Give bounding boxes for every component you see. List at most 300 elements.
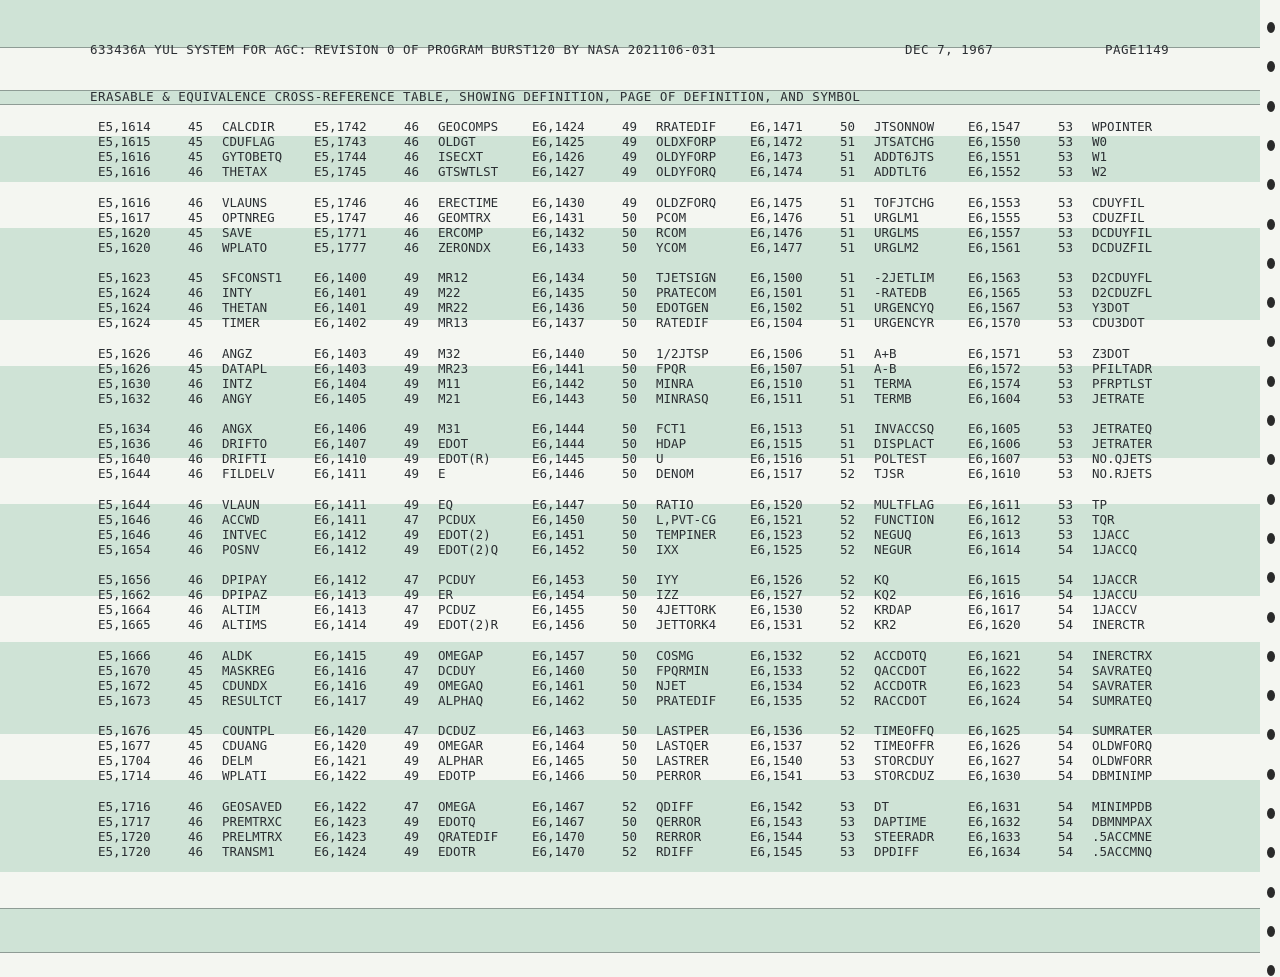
xref-symbol: SAVRATEQ (1092, 663, 1153, 678)
xref-page: 50 (622, 693, 638, 708)
xref-symbol: PFRPTLST (1092, 376, 1153, 391)
xref-definition: E6,1401 (314, 300, 367, 315)
xref-symbol: NO.RJETS (1092, 466, 1153, 481)
xref-page: 50 (622, 300, 638, 315)
xref-definition: E5,1717 (98, 814, 151, 829)
xref-page: 53 (1058, 195, 1074, 210)
xref-definition: E6,1537 (750, 738, 803, 753)
xref-definition: E6,1400 (314, 270, 367, 285)
feed-hole (1267, 376, 1275, 387)
xref-symbol: RERROR (656, 829, 702, 844)
xref-page: 46 (188, 451, 204, 466)
xref-definition: E5,1704 (98, 753, 151, 768)
xref-page: 52 (840, 512, 856, 527)
xref-symbol: IZZ (656, 587, 679, 602)
xref-definition: E6,1402 (314, 315, 367, 330)
xref-page: 51 (840, 436, 856, 451)
xref-symbol: DPDIFF (874, 844, 920, 859)
xref-definition: E6,1627 (968, 753, 1021, 768)
xref-symbol: NO.QJETS (1092, 451, 1153, 466)
feed-hole (1267, 415, 1275, 426)
xref-definition: E6,1504 (750, 315, 803, 330)
xref-page: 49 (404, 678, 420, 693)
xref-definition: E5,1615 (98, 134, 151, 149)
xref-symbol: EDOTR (438, 844, 476, 859)
xref-symbol: EDOT(R) (438, 451, 491, 466)
xref-definition: E6,1612 (968, 512, 1021, 527)
xref-definition: E6,1500 (750, 270, 803, 285)
xref-page: 54 (1058, 663, 1074, 678)
xref-page: 50 (622, 391, 638, 406)
feed-hole (1267, 926, 1275, 937)
xref-definition: E6,1405 (314, 391, 367, 406)
xref-definition: E6,1517 (750, 466, 803, 481)
xref-definition: E6,1540 (750, 753, 803, 768)
feed-hole (1267, 219, 1275, 230)
xref-page: 54 (1058, 753, 1074, 768)
xref-definition: E6,1464 (532, 738, 585, 753)
xref-symbol: JTSONNOW (874, 119, 935, 134)
xref-page: 52 (840, 617, 856, 632)
xref-page: 52 (840, 527, 856, 542)
xref-symbol: PCDUZ (438, 602, 476, 617)
xref-symbol: INERCTRX (1092, 648, 1153, 663)
xref-symbol: QERROR (656, 814, 702, 829)
xref-symbol: WPOINTER (1092, 119, 1153, 134)
xref-page: 45 (188, 149, 204, 164)
xref-definition: E6,1427 (532, 164, 585, 179)
xref-page: 52 (840, 587, 856, 602)
xref-page: 46 (404, 119, 420, 134)
xref-definition: E6,1511 (750, 391, 803, 406)
feed-hole (1267, 101, 1275, 112)
xref-symbol: M32 (438, 346, 461, 361)
xref-page: 51 (840, 285, 856, 300)
xref-definition: E6,1433 (532, 240, 585, 255)
xref-symbol: DATAPL (222, 361, 268, 376)
xref-definition: E6,1406 (314, 421, 367, 436)
xref-page: 46 (404, 195, 420, 210)
xref-definition: E6,1536 (750, 723, 803, 738)
xref-symbol: MINIMPDB (1092, 799, 1153, 814)
xref-definition: E6,1423 (314, 814, 367, 829)
xref-definition: E5,1644 (98, 466, 151, 481)
xref-definition: E6,1571 (968, 346, 1021, 361)
xref-page: 54 (1058, 738, 1074, 753)
xref-page: 49 (404, 814, 420, 829)
xref-symbol: COSMG (656, 648, 694, 663)
xref-symbol: EDOT(2) (438, 527, 491, 542)
xref-page: 50 (622, 648, 638, 663)
xref-symbol: ALTIM (222, 602, 260, 617)
xref-page: 52 (840, 693, 856, 708)
xref-page: 50 (622, 542, 638, 557)
xref-page: 49 (404, 315, 420, 330)
xref-page: 51 (840, 195, 856, 210)
xref-definition: E5,1644 (98, 497, 151, 512)
xref-symbol: 4JETTORK (656, 602, 717, 617)
xref-symbol: JETTORK4 (656, 617, 717, 632)
xref-symbol: CDUZFIL (1092, 210, 1145, 225)
feed-hole (1267, 769, 1275, 780)
xref-definition: E5,1744 (314, 149, 367, 164)
xref-definition: E5,1662 (98, 587, 151, 602)
xref-symbol: JETRATER (1092, 436, 1153, 451)
xref-page: 52 (840, 723, 856, 738)
xref-symbol: DISPLACT (874, 436, 935, 451)
xref-definition: E6,1561 (968, 240, 1021, 255)
xref-symbol: YCOM (656, 240, 687, 255)
xref-definition: E6,1444 (532, 421, 585, 436)
xref-definition: E5,1630 (98, 376, 151, 391)
xref-symbol: ER (438, 587, 454, 602)
feed-hole (1267, 690, 1275, 701)
xref-definition: E6,1622 (968, 663, 1021, 678)
xref-symbol: EDOT(2)R (438, 617, 499, 632)
xref-page: 54 (1058, 799, 1074, 814)
xref-definition: E6,1606 (968, 436, 1021, 451)
xref-definition: E6,1563 (968, 270, 1021, 285)
feed-hole (1267, 808, 1275, 819)
xref-definition: E6,1443 (532, 391, 585, 406)
xref-page: 52 (840, 542, 856, 557)
xref-definition: E6,1620 (968, 617, 1021, 632)
xref-symbol: VLAUN (222, 497, 260, 512)
xref-page: 53 (1058, 497, 1074, 512)
xref-symbol: D2CDUZFL (1092, 285, 1153, 300)
xref-page: 54 (1058, 587, 1074, 602)
xref-definition: E6,1411 (314, 466, 367, 481)
xref-page: 53 (1058, 315, 1074, 330)
table-title: ERASABLE & EQUIVALENCE CROSS-REFERENCE TABLE, SHOWING DEFINITION, PAGE OF DEFINITION, AND SYMBOL (90, 89, 861, 104)
xref-symbol: OMEGAQ (438, 678, 484, 693)
xref-page: 53 (1058, 225, 1074, 240)
xref-page: 49 (404, 829, 420, 844)
xref-symbol: INTY (222, 285, 253, 300)
xref-page: 49 (404, 693, 420, 708)
xref-symbol: TP (1092, 497, 1108, 512)
xref-page: 52 (840, 602, 856, 617)
xref-symbol: FPQR (656, 361, 687, 376)
xref-symbol: PERROR (656, 768, 702, 783)
xref-symbol: GEOCOMPS (438, 119, 499, 134)
xref-page: 53 (840, 829, 856, 844)
xref-page: 46 (404, 240, 420, 255)
xref-definition: E6,1414 (314, 617, 367, 632)
xref-definition: E5,1624 (98, 315, 151, 330)
green-stripe (0, 0, 1260, 47)
xref-page: 46 (188, 814, 204, 829)
xref-page: 50 (622, 512, 638, 527)
xref-definition: E6,1463 (532, 723, 585, 738)
xref-definition: E6,1506 (750, 346, 803, 361)
xref-symbol: ALPHAQ (438, 693, 484, 708)
xref-page: 49 (404, 768, 420, 783)
xref-page: 45 (188, 678, 204, 693)
xref-page: 51 (840, 134, 856, 149)
xref-page: 46 (188, 421, 204, 436)
xref-page: 53 (1058, 240, 1074, 255)
xref-symbol: EDOTGEN (656, 300, 709, 315)
xref-symbol: 1JACCU (1092, 587, 1138, 602)
xref-definition: E6,1475 (750, 195, 803, 210)
xref-symbol: TJETSIGN (656, 270, 717, 285)
xref-symbol: WPLATO (222, 240, 268, 255)
xref-symbol: TERMA (874, 376, 912, 391)
xref-page: 54 (1058, 617, 1074, 632)
xref-page: 49 (404, 527, 420, 542)
xref-definition: E6,1510 (750, 376, 803, 391)
xref-page: 50 (622, 376, 638, 391)
xref-symbol: W0 (1092, 134, 1108, 149)
xref-symbol: IYY (656, 572, 679, 587)
xref-definition: E5,1666 (98, 648, 151, 663)
xref-symbol: DELM (222, 753, 253, 768)
xref-symbol: VLAUNS (222, 195, 268, 210)
xref-page: 50 (622, 753, 638, 768)
xref-definition: E6,1545 (750, 844, 803, 859)
xref-definition: E6,1535 (750, 693, 803, 708)
xref-definition: E6,1530 (750, 602, 803, 617)
xref-page: 50 (622, 602, 638, 617)
xref-symbol: ANGZ (222, 346, 253, 361)
xref-definition: E6,1526 (750, 572, 803, 587)
xref-symbol: LASTPER (656, 723, 709, 738)
stripe-rule (0, 952, 1260, 953)
xref-symbol: ISECXT (438, 149, 484, 164)
xref-symbol: EDOTP (438, 768, 476, 783)
xref-definition: E6,1501 (750, 285, 803, 300)
xref-definition: E6,1607 (968, 451, 1021, 466)
xref-page: 50 (622, 315, 638, 330)
xref-page: 52 (622, 799, 638, 814)
xref-definition: E6,1605 (968, 421, 1021, 436)
xref-page: 46 (188, 391, 204, 406)
xref-symbol: CDUNDX (222, 678, 268, 693)
xref-page: 52 (840, 466, 856, 481)
xref-definition: E6,1474 (750, 164, 803, 179)
xref-page: 46 (188, 753, 204, 768)
xref-symbol: RATEDIF (656, 315, 709, 330)
xref-page: 50 (622, 497, 638, 512)
xref-symbol: DCDUYFIL (1092, 225, 1153, 240)
xref-page: 53 (840, 753, 856, 768)
xref-definition: E5,1626 (98, 346, 151, 361)
xref-symbol: OLDWFORR (1092, 753, 1153, 768)
xref-symbol: EDOT(2)Q (438, 542, 499, 557)
xref-page: 51 (840, 164, 856, 179)
xref-symbol: EDOTQ (438, 814, 476, 829)
xref-symbol: M11 (438, 376, 461, 391)
xref-symbol: INTZ (222, 376, 253, 391)
xref-definition: E6,1623 (968, 678, 1021, 693)
xref-definition: E6,1413 (314, 587, 367, 602)
xref-page: 51 (840, 225, 856, 240)
feed-hole (1267, 336, 1275, 347)
xref-page: 46 (404, 164, 420, 179)
xref-definition: E6,1412 (314, 572, 367, 587)
xref-definition: E6,1451 (532, 527, 585, 542)
xref-symbol: STEERADR (874, 829, 935, 844)
xref-symbol: NEGUR (874, 542, 912, 557)
xref-page: 47 (404, 663, 420, 678)
xref-definition: E5,1640 (98, 451, 151, 466)
xref-definition: E6,1426 (532, 149, 585, 164)
xref-page: 54 (1058, 723, 1074, 738)
xref-definition: E6,1401 (314, 285, 367, 300)
xref-symbol: U (656, 451, 664, 466)
xref-page: 53 (1058, 512, 1074, 527)
xref-page: 49 (404, 466, 420, 481)
xref-definition: E6,1574 (968, 376, 1021, 391)
xref-page: 46 (188, 285, 204, 300)
xref-page: 52 (840, 572, 856, 587)
xref-definition: E6,1424 (314, 844, 367, 859)
xref-page: 46 (188, 436, 204, 451)
xref-page: 52 (840, 738, 856, 753)
xref-page: 46 (188, 512, 204, 527)
xref-definition: E6,1552 (968, 164, 1021, 179)
xref-symbol: TIMEOFFQ (874, 723, 935, 738)
xref-definition: E6,1507 (750, 361, 803, 376)
xref-definition: E6,1515 (750, 436, 803, 451)
xref-page: 45 (188, 225, 204, 240)
xref-definition: E6,1430 (532, 195, 585, 210)
xref-page: 49 (404, 587, 420, 602)
xref-symbol: ZERONDX (438, 240, 491, 255)
feed-hole (1267, 494, 1275, 505)
xref-page: 49 (622, 149, 638, 164)
xref-definition: E6,1610 (968, 466, 1021, 481)
xref-definition: E5,1716 (98, 799, 151, 814)
xref-symbol: POLTEST (874, 451, 927, 466)
xref-definition: E6,1534 (750, 678, 803, 693)
xref-symbol: GTSWTLST (438, 164, 499, 179)
xref-symbol: URGLMS (874, 225, 920, 240)
xref-symbol: ALDK (222, 648, 253, 663)
xref-symbol: LASTQER (656, 738, 709, 753)
xref-definition: E6,1467 (532, 814, 585, 829)
xref-symbol: DPIPAZ (222, 587, 268, 602)
xref-symbol: DPIPAY (222, 572, 268, 587)
xref-symbol: PREMTRXC (222, 814, 283, 829)
xref-page: 47 (404, 799, 420, 814)
xref-definition: E5,1664 (98, 602, 151, 617)
xref-page: 47 (404, 723, 420, 738)
xref-definition: E6,1413 (314, 602, 367, 617)
xref-page: 49 (404, 617, 420, 632)
xref-definition: E6,1457 (532, 648, 585, 663)
xref-page: 46 (188, 527, 204, 542)
xref-definition: E6,1420 (314, 738, 367, 753)
xref-definition: E6,1614 (968, 542, 1021, 557)
xref-page: 49 (404, 436, 420, 451)
xref-page: 51 (840, 451, 856, 466)
xref-definition: E6,1434 (532, 270, 585, 285)
xref-symbol: MR22 (438, 300, 469, 315)
xref-page: 50 (622, 451, 638, 466)
xref-symbol: .5ACCMNQ (1092, 844, 1153, 859)
xref-page: 45 (188, 315, 204, 330)
xref-page: 53 (1058, 300, 1074, 315)
xref-definition: E6,1452 (532, 542, 585, 557)
xref-symbol: SUMRATER (1092, 723, 1153, 738)
xref-definition: E5,1742 (314, 119, 367, 134)
xref-definition: E6,1616 (968, 587, 1021, 602)
xref-definition: E6,1432 (532, 225, 585, 240)
xref-page: 50 (622, 829, 638, 844)
xref-definition: E6,1467 (532, 799, 585, 814)
xref-definition: E6,1516 (750, 451, 803, 466)
xref-symbol: -2JETLIM (874, 270, 935, 285)
xref-page: 51 (840, 376, 856, 391)
xref-page: 52 (840, 648, 856, 663)
xref-definition: E6,1544 (750, 829, 803, 844)
xref-definition: E6,1417 (314, 693, 367, 708)
xref-page: 50 (622, 617, 638, 632)
xref-symbol: Y3DOT (1092, 300, 1130, 315)
xref-page: 50 (622, 723, 638, 738)
xref-symbol: CALCDIR (222, 119, 275, 134)
xref-page: 51 (840, 300, 856, 315)
xref-symbol: STORCDUY (874, 753, 935, 768)
xref-page: 50 (622, 663, 638, 678)
xref-definition: E5,1646 (98, 512, 151, 527)
xref-definition: E6,1625 (968, 723, 1021, 738)
xref-symbol: OLDXFORP (656, 134, 717, 149)
xref-page: 52 (840, 663, 856, 678)
xref-symbol: PFILTADR (1092, 361, 1153, 376)
xref-symbol: M21 (438, 391, 461, 406)
xref-definition: E6,1570 (968, 315, 1021, 330)
xref-definition: E6,1523 (750, 527, 803, 542)
xref-symbol: DRIFTO (222, 436, 268, 451)
xref-definition: E5,1670 (98, 663, 151, 678)
xref-page: 50 (622, 738, 638, 753)
xref-page: 49 (404, 844, 420, 859)
xref-page: 45 (188, 361, 204, 376)
stripe-rule (0, 908, 1260, 909)
xref-page: 54 (1058, 844, 1074, 859)
xref-page: 54 (1058, 602, 1074, 617)
xref-definition: E5,1626 (98, 361, 151, 376)
xref-page: 53 (1058, 285, 1074, 300)
xref-symbol: URGENCYQ (874, 300, 935, 315)
xref-definition: E6,1630 (968, 768, 1021, 783)
xref-page: 49 (404, 738, 420, 753)
xref-definition: E6,1547 (968, 119, 1021, 134)
feed-hole (1267, 258, 1275, 269)
xref-definition: E6,1521 (750, 512, 803, 527)
xref-page: 49 (404, 451, 420, 466)
xref-definition: E6,1531 (750, 617, 803, 632)
xref-page: 45 (188, 723, 204, 738)
xref-symbol: MASKREG (222, 663, 275, 678)
feed-hole (1267, 887, 1275, 898)
xref-symbol: RDIFF (656, 844, 694, 859)
xref-page: 53 (1058, 149, 1074, 164)
xref-symbol: PRATEDIF (656, 693, 717, 708)
xref-page: 53 (1058, 466, 1074, 481)
xref-page: 50 (622, 210, 638, 225)
xref-symbol: JETRATE (1092, 391, 1145, 406)
xref-page: 53 (1058, 436, 1074, 451)
xref-definition: E6,1567 (968, 300, 1021, 315)
xref-page: 50 (622, 361, 638, 376)
xref-definition: E6,1455 (532, 602, 585, 617)
xref-definition: E6,1462 (532, 693, 585, 708)
xref-symbol: TJSR (874, 466, 905, 481)
